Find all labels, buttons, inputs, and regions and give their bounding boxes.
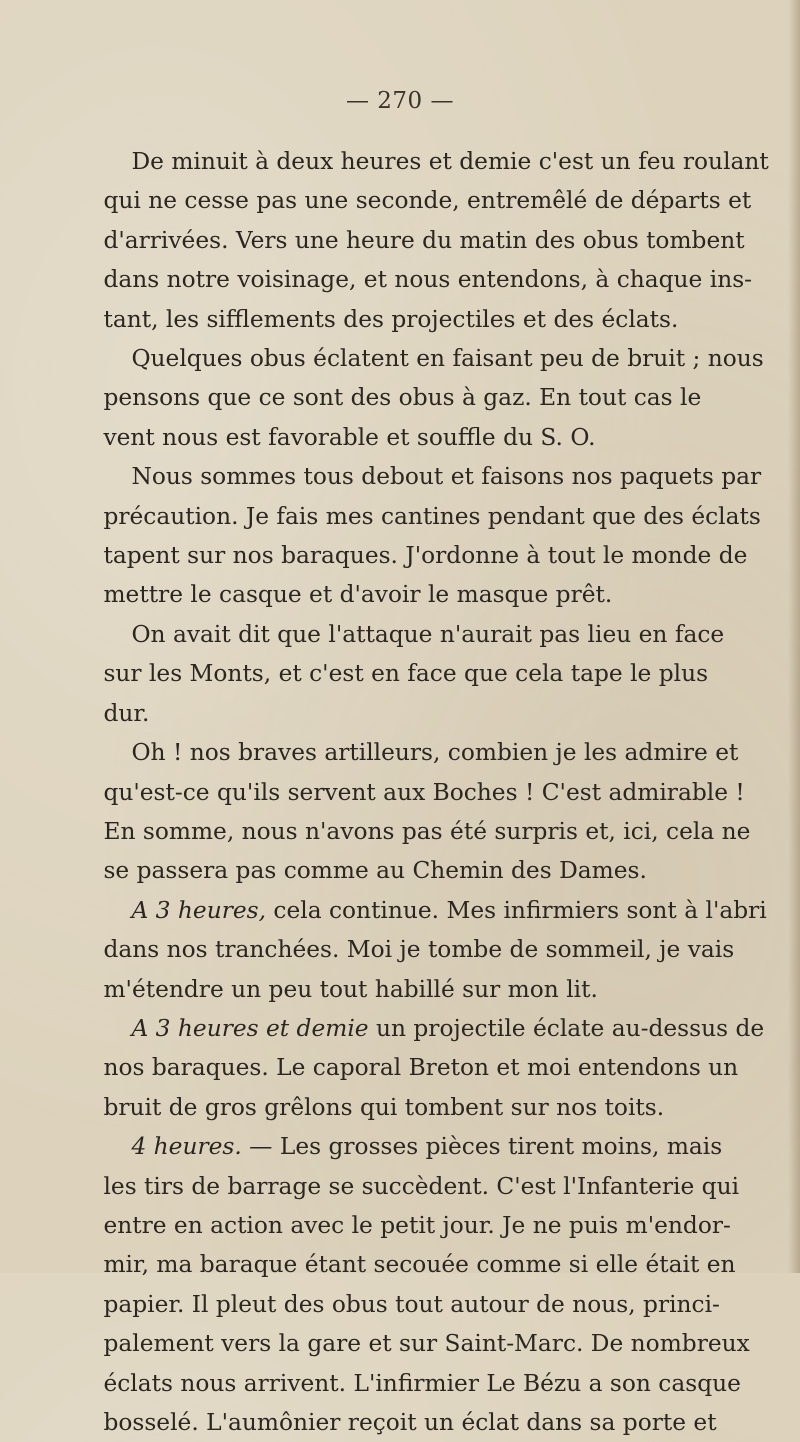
paragraph bbox=[72, 1009, 765, 1127]
text-line: palement vers la gare et sur Saint-Marc. De nombreux bbox=[103, 1330, 750, 1358]
text-line bbox=[72, 1009, 765, 1048]
paragraph bbox=[72, 457, 762, 615]
text-line: On avait dit que l'attaque n'aurait pas lieu en face bbox=[131, 620, 725, 648]
text-line: Oh ! nos braves artilleurs, combien je les admire et bbox=[131, 739, 739, 767]
text-line: nos baraques. Le caporal Breton et moi entendons un bbox=[103, 1054, 739, 1082]
time-lead: A 3 heures, bbox=[131, 896, 266, 924]
time-lead: 4 heures. bbox=[131, 1133, 242, 1161]
text-line: mettre le casque et d'avoir le masque prêt. bbox=[103, 581, 613, 609]
paragraph bbox=[72, 339, 764, 457]
text-line: entre en action avec le petit jour. Je ne puis m'endor- bbox=[103, 1211, 731, 1239]
text-line: les tirs de barrage se succèdent. C'est l'Infanterie qui bbox=[103, 1172, 740, 1200]
text-line: qu'est-ce qu'ils servent aux Boches ! C'est admirable ! bbox=[103, 778, 745, 806]
paragraph bbox=[72, 891, 767, 1009]
text-fragment: cela continue. Mes infirmiers sont à l'abri bbox=[266, 896, 767, 924]
body-text bbox=[72, 142, 769, 1442]
text-line: Quelques obus éclatent en faisant peu de bruit ; nous bbox=[131, 345, 764, 373]
text-line: dans nos tranchées. Moi je tombe de sommeil, je vais bbox=[103, 936, 735, 964]
text-line: mir, ma baraque étant secouée comme si elle était en bbox=[103, 1251, 736, 1279]
page-edge-shadow bbox=[788, 0, 800, 1273]
text-line: bruit de gros grêlons qui tombent sur nos toits. bbox=[103, 1093, 665, 1121]
text-fragment: un projectile éclate au-dessus de bbox=[368, 1014, 765, 1042]
text-line: dans notre voisinage, et nous entendons, à chaque ins- bbox=[103, 266, 753, 294]
time-lead: A 3 heures et demie bbox=[131, 1014, 369, 1042]
text-line: éclats nous arrivent. L'infirmier Le Bézu a son casque bbox=[103, 1369, 741, 1397]
text-line: tant, les sifflements des projectiles et des éclats. bbox=[103, 305, 679, 333]
text-line: En somme, nous n'avons pas été surpris et, ici, cela ne bbox=[103, 817, 751, 845]
text-line: m'étendre un peu tout habillé sur mon lit. bbox=[103, 975, 598, 1003]
text-line: pensons que ce sont des obus à gaz. En tout cas le bbox=[103, 384, 702, 412]
text-line: papier. Il pleut des obus tout autour de nous, princi- bbox=[103, 1290, 720, 1318]
page-number: — 270 — bbox=[345, 88, 455, 114]
text-line: Nous sommes tous debout et faisons nos paquets par bbox=[131, 463, 762, 491]
text-fragment: — Les grosses pièces tirent moins, mais bbox=[241, 1133, 723, 1161]
text-line: se passera pas comme au Chemin des Dames. bbox=[103, 857, 647, 885]
text-line: De minuit à deux heures et demie c'est un feu roulant bbox=[131, 148, 769, 175]
text-line bbox=[72, 1127, 723, 1166]
text-line: dur. bbox=[103, 699, 150, 727]
paragraph bbox=[72, 733, 751, 891]
text-line: précaution. Je fais mes cantines pendant que des éclats bbox=[103, 502, 761, 530]
text-line: tapent sur nos baraques. J'ordonne à tout le monde de bbox=[103, 542, 748, 570]
text-line: vent nous est favorable et souffle du S. O. bbox=[103, 423, 596, 451]
paragraph bbox=[72, 1127, 750, 1442]
paragraph bbox=[72, 142, 769, 339]
text-line: d'arrivées. Vers une heure du matin des obus tombent bbox=[103, 226, 745, 254]
text-line: sur les Monts, et c'est en face que cela tape le plus bbox=[103, 660, 709, 688]
text-line: qui ne cesse pas une seconde, entremêlé de départs et bbox=[103, 187, 752, 215]
text-line bbox=[72, 891, 767, 930]
text-line: bosselé. L'aumônier reçoit un éclat dans sa porte et bbox=[103, 1409, 717, 1436]
paragraph bbox=[72, 615, 725, 733]
